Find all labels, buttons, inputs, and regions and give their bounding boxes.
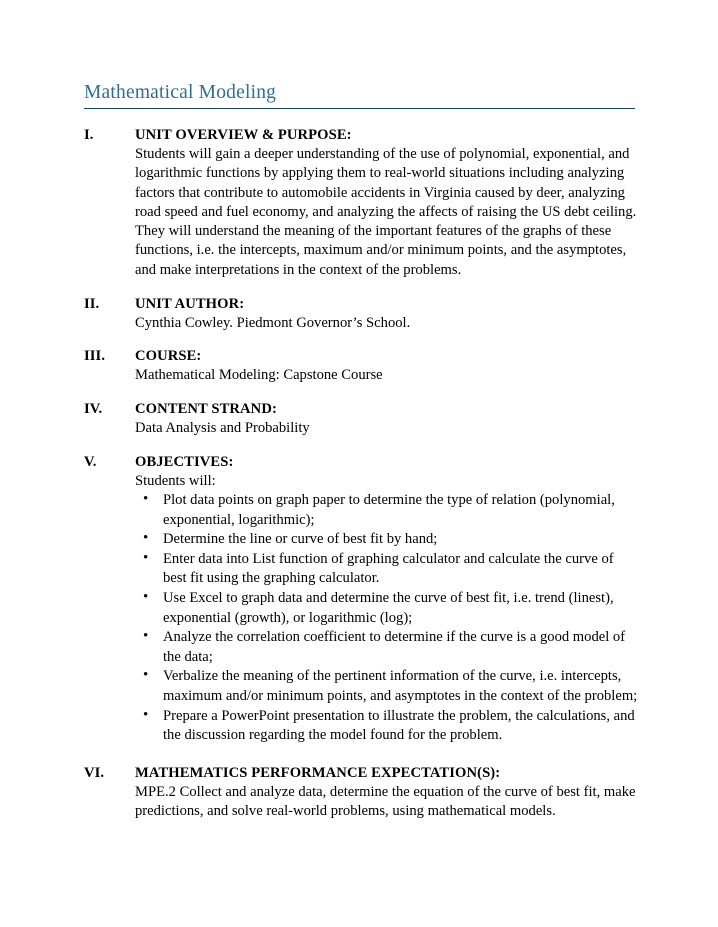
list-item: • Prepare a PowerPoint presentation to illustrate the problem, the calculations, and the discussion regarding the model found for the problem. [135,707,640,746]
list-item: • Analyze the correlation coefficient to determine if the curve is a good model of the data; [135,628,640,667]
section-paragraph: Cynthia Cowley. Piedmont Governor’s School. [135,314,411,331]
section-number: II. [84,295,100,312]
list-item: • Use Excel to graph data and determine the curve of best fit, i.e. trend (linest), exponential (growth), or logarithmic (log); [135,589,640,628]
section-heading [84,764,640,783]
title-divider [84,108,635,109]
section-paragraph: MPE.2 Collect and analyze data, determine the equation of the curve of best fit, make predictions, and solve real-world problems, using mathematical models. [135,783,636,819]
section-paragraph: Students will gain a deeper understanding of the use of polynomial, exponential, and logarithmic functions by applying them to real-world situations including analyzing factors that contribute to automobile accidents in Virginia caused by deer, analyzing road speed and fuel economy, and analyzing the affects of raising the US debt ceiling. They will understand the meaning of the important features of the graphs of these functions, i.e. the intercepts, maximum and/or minimum points, and the asymptotes, and make interpretations in the context of the problems. [135,146,637,278]
section-number: V. [84,453,97,470]
section-objectives [84,453,640,745]
list-item: • Determine the line or curve of best fit by hand; [135,530,640,549]
section-heading [84,400,640,419]
list-item: • Enter data into List function of graphing calculator and calculate the curve of best fit using the graphing calculator. [135,550,640,589]
section-content-strand [84,400,640,438]
section-title: COURSE: [135,348,202,365]
section-number: IV. [84,401,103,418]
section-heading [84,295,640,314]
list-item: • Verbalize the meaning of the pertinent information of the curve, i.e. intercepts, maximum and/or minimum points, and asymptotes in the context of the problem; [135,667,640,706]
section-paragraph: Data Analysis and Probability [135,420,310,437]
section-heading [84,453,640,472]
section-number: VI. [84,764,105,781]
section-heading [84,126,640,145]
objectives-list [135,491,640,745]
section-title: CONTENT STRAND: [135,401,277,418]
section-number: III. [84,348,106,365]
page-title: Mathematical Modeling [84,82,277,103]
section-unit-author [84,295,640,333]
section-paragraph: Mathematical Modeling: Capstone Course [135,367,383,384]
list-item: • Plot data points on graph paper to determine the type of relation (polynomial, exponential, logarithmic); [135,491,640,530]
document-body [84,126,640,836]
section-title: OBJECTIVES: [135,453,234,470]
section-mpe [84,764,640,822]
section-title: MATHEMATICS PERFORMANCE EXPECTATION(S): [135,764,501,781]
section-paragraph: Students will: [135,472,216,489]
section-number: I. [84,127,94,143]
section-course [84,347,640,385]
section-title: UNIT AUTHOR: [135,295,245,312]
section-title: UNIT OVERVIEW & PURPOSE: [135,127,352,143]
section-heading [84,347,640,366]
section-unit-overview [84,126,640,280]
